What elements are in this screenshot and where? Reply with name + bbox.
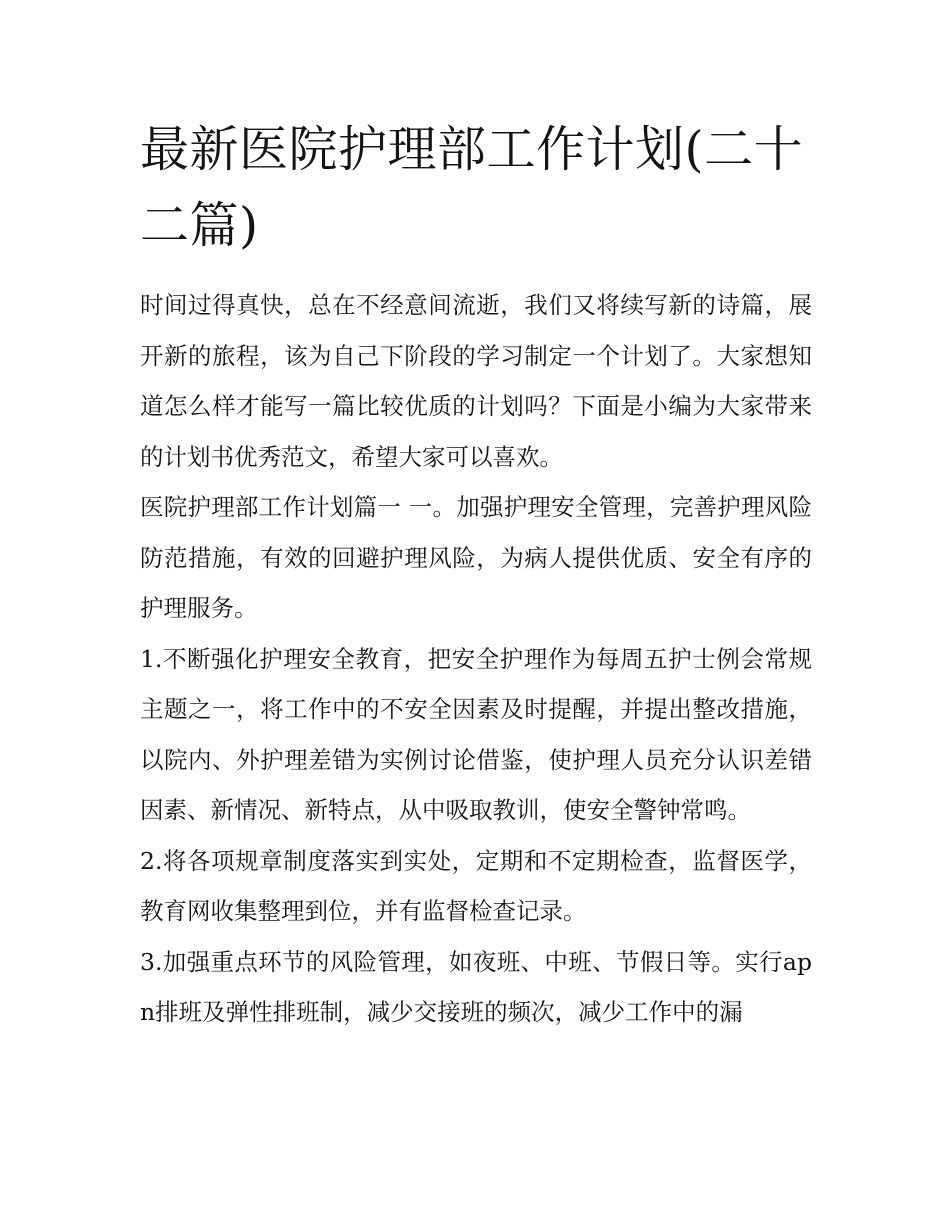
section-one-paragraph: 医院护理部工作计划篇一 一。加强护理安全管理，完善护理风险防范措施，有效的回避护理风险，为病人提供优质、安全有序的护理服务。 [140, 493, 812, 622]
intro-paragraph: 时间过得真快，总在不经意间流逝，我们又将续写新的诗篇，展开新的旅程，该为自己下阶段的学习制定一个计划了。大家想知道怎么样才能写一篇比较优质的计划吗？下面是小编为大家带来的计划书优秀范文，希望大家可以喜欢。 [140, 291, 812, 471]
document-title: 最新医院护理部工作计划(二十二篇) [140, 121, 804, 254]
item-3-paragraph: 3.加强重点环节的风险管理，如夜班、中班、节假日等。实行apn排班及弹性排班制，减少交接班的频次，减少工作中的漏 [140, 947, 812, 1026]
item-2-paragraph: 2.将各项规章制度落实到实处，定期和不定期检查，监督医学，教育网收集整理到位，并有监督检查记录。 [140, 846, 812, 925]
document-page [140, 112, 812, 1038]
item-1-paragraph: 1.不断强化护理安全教育，把安全护理作为每周五护士例会常规主题之一，将工作中的不安全因素及时提醒，并提出整改措施，以院内、外护理差错为实例讨论借鉴，使护理人员充分认识差错因素、新情况、新特点，从中吸取教训，使安全警钟常鸣。 [140, 644, 812, 824]
